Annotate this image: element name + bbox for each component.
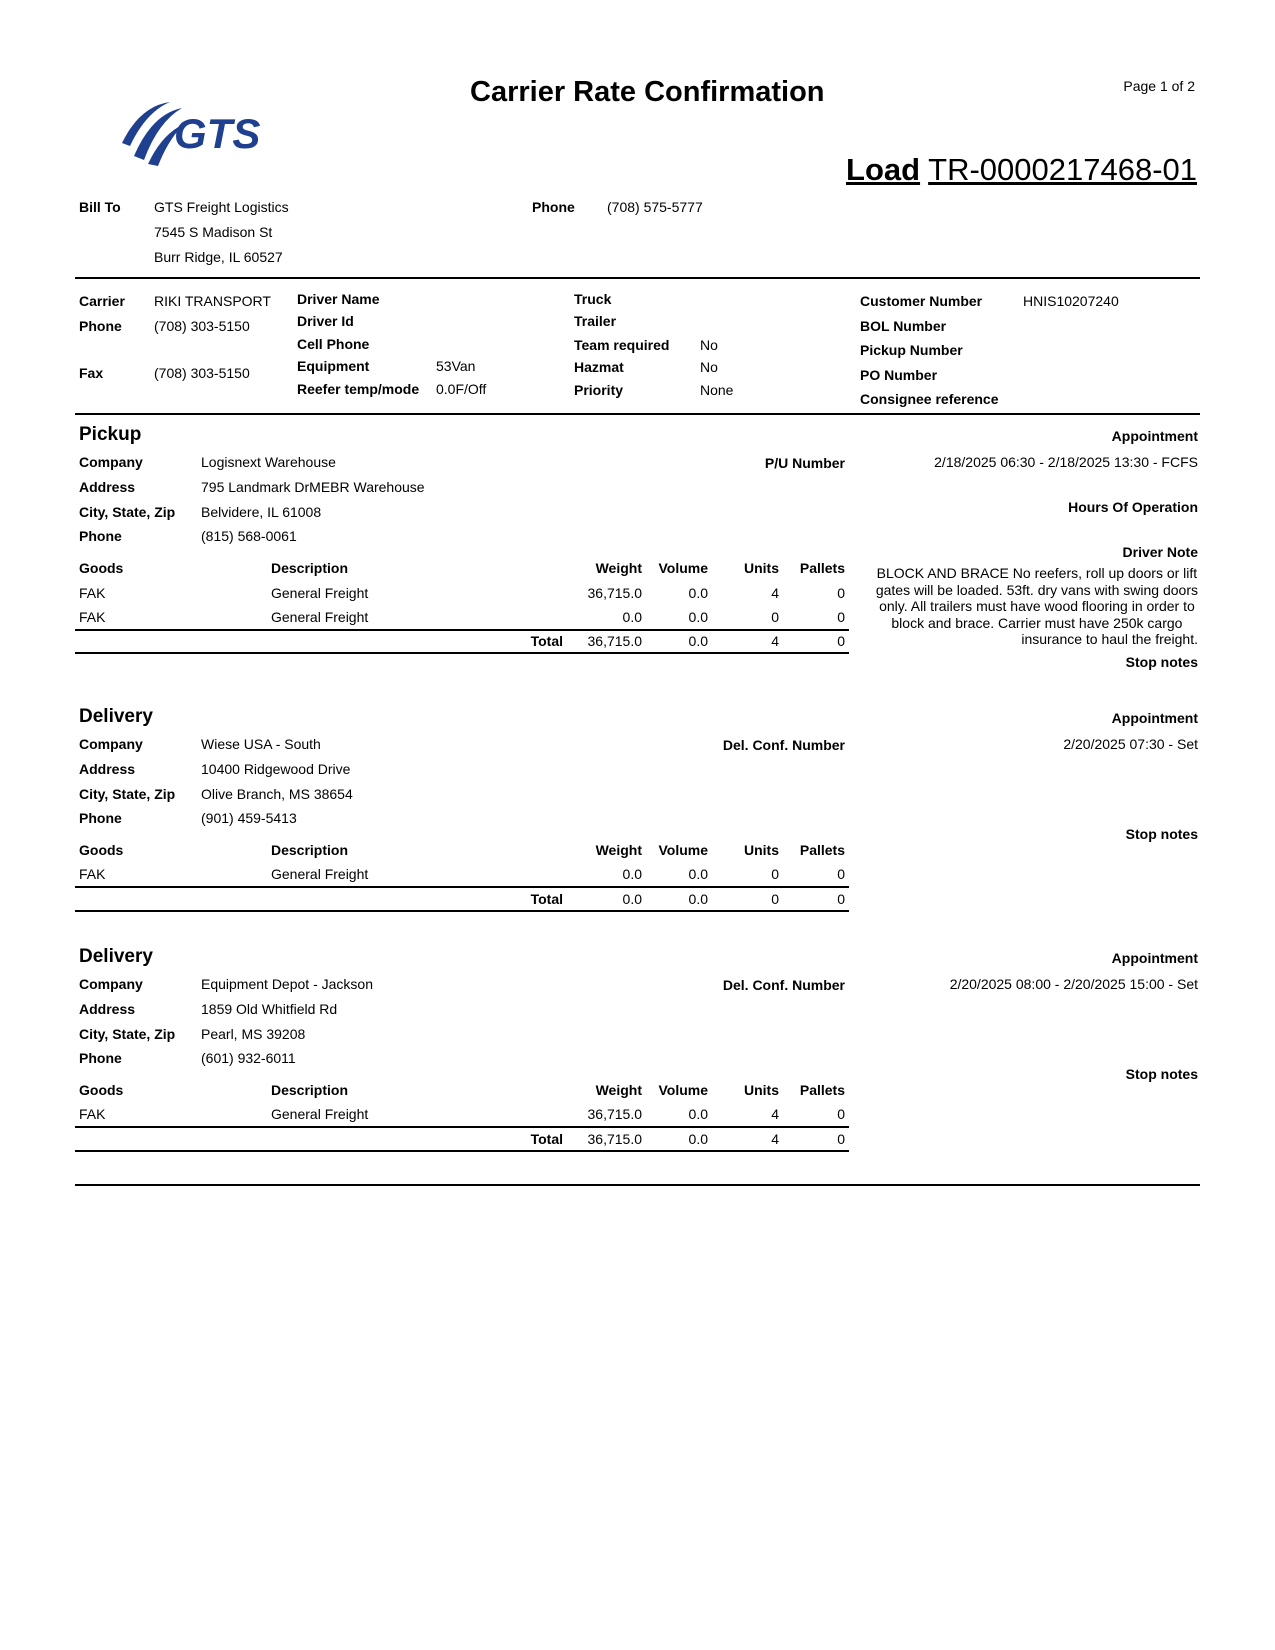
appointment-label: Appointment	[1111, 710, 1198, 726]
total-label: Total	[530, 633, 563, 649]
weight-header: Weight	[595, 560, 642, 576]
phone-label: Phone	[79, 810, 122, 826]
del-conf-number-label: Del. Conf. Number	[722, 977, 845, 993]
stop-notes-label: Stop notes	[1125, 1066, 1198, 1082]
volume-header: Volume	[658, 560, 708, 576]
driver-note-line: gates will be loaded. 53ft. dry vans with swing doors	[875, 581, 1198, 598]
carrier-fax: (708) 303-5150	[154, 365, 250, 381]
total-label: Total	[530, 1131, 563, 1147]
delivery-phone: (901) 459-5413	[201, 810, 297, 826]
carrier-label: Carrier	[79, 293, 125, 309]
customer-number-label: Customer Number	[860, 293, 983, 309]
table-divider	[75, 886, 849, 888]
pallets-cell: 0	[837, 585, 845, 601]
total-pallets: 0	[837, 891, 845, 907]
delivery-appointment: 2/20/2025 07:30 - Set	[1063, 736, 1198, 752]
company-label: Company	[79, 454, 143, 470]
driver-note-line: only. All trailers must have wood flooring in order to	[879, 598, 1195, 614]
appointment-label: Appointment	[1111, 428, 1198, 444]
weight-cell: 0.0	[622, 609, 642, 625]
load-number: TR-0000217468-01	[928, 152, 1197, 187]
total-volume: 0.0	[688, 891, 708, 907]
bill-to-address1: 7545 S Madison St	[154, 224, 273, 240]
del-conf-number-label: Del. Conf. Number	[722, 737, 845, 753]
page-indicator: Page 1 of 2	[1123, 78, 1195, 94]
weight-cell: 0.0	[622, 866, 642, 882]
total-units: 0	[771, 891, 779, 907]
total-weight: 36,715.0	[587, 633, 642, 649]
table-divider	[75, 1150, 849, 1152]
total-units: 4	[771, 633, 779, 649]
delivery-appointment: 2/20/2025 08:00 - 2/20/2025 15:00 - Set	[949, 976, 1198, 992]
divider	[75, 1184, 1200, 1186]
description-cell: General Freight	[271, 585, 369, 601]
goods-header: Goods	[79, 842, 124, 858]
volume-header: Volume	[658, 842, 708, 858]
truck-label: Truck	[574, 291, 612, 307]
units-header: Units	[744, 1082, 779, 1098]
units-header: Units	[744, 560, 779, 576]
po-number-label: PO Number	[860, 367, 938, 383]
pallets-cell: 0	[837, 609, 845, 625]
carrier-phone: (708) 303-5150	[154, 318, 250, 334]
address-label: Address	[79, 479, 136, 495]
total-weight: 0.0	[622, 891, 642, 907]
city-label: City, State, Zip	[79, 1026, 176, 1042]
hours-of-operation-label: Hours Of Operation	[1068, 499, 1198, 515]
pickup-phone: (815) 568-0061	[201, 528, 297, 544]
address-label: Address	[79, 761, 136, 777]
pallets-header: Pallets	[799, 1082, 845, 1098]
document-title: Carrier Rate Confirmation	[470, 76, 825, 108]
bill-to-name: GTS Freight Logistics	[154, 199, 289, 215]
description-header: Description	[271, 560, 349, 576]
total-weight: 36,715.0	[587, 1131, 642, 1147]
hazmat-label: Hazmat	[574, 359, 624, 375]
bill-to-phone-label: Phone	[532, 199, 575, 215]
weight-cell: 36,715.0	[587, 1106, 642, 1122]
company-label: Company	[79, 976, 143, 992]
total-label: Total	[530, 891, 563, 907]
company-label: Company	[79, 736, 143, 752]
divider	[75, 277, 1200, 279]
pickup-section-title: Pickup	[79, 424, 142, 445]
weight-cell: 36,715.0	[587, 585, 642, 601]
delivery-section-title: Delivery	[79, 706, 153, 727]
appointment-label: Appointment	[1111, 950, 1198, 966]
hazmat-value: No	[700, 359, 718, 375]
bol-number-label: BOL Number	[860, 318, 947, 334]
customer-number-value: HNIS10207240	[1023, 293, 1119, 309]
pickup-city: Belvidere, IL 61008	[201, 504, 322, 520]
description-cell: General Freight	[271, 1106, 369, 1122]
carrier-name: RIKI TRANSPORT	[154, 293, 271, 309]
consignee-reference-label: Consignee reference	[860, 391, 999, 407]
pickup-company: Logisnext Warehouse	[201, 454, 336, 470]
logo-text: GTS	[174, 110, 261, 157]
pallets-cell: 0	[837, 1106, 845, 1122]
table-divider	[75, 910, 849, 912]
driver-note-line: block and brace. Carrier must have 250k cargo	[891, 614, 1183, 631]
bill-to-address2: Burr Ridge, IL 60527	[154, 249, 283, 265]
driver-note-label: Driver Note	[1122, 544, 1198, 560]
total-pallets: 0	[837, 633, 845, 649]
priority-label: Priority	[574, 382, 624, 398]
description-header: Description	[271, 842, 349, 858]
volume-cell: 0.0	[688, 1106, 708, 1122]
stop-notes-label: Stop notes	[1125, 654, 1198, 670]
total-volume: 0.0	[688, 633, 708, 649]
volume-cell: 0.0	[688, 609, 708, 625]
address-label: Address	[79, 1001, 136, 1017]
units-header: Units	[744, 842, 779, 858]
total-volume: 0.0	[688, 1131, 708, 1147]
delivery-address: 10400 Ridgewood Drive	[201, 761, 351, 777]
units-cell: 4	[771, 1106, 779, 1122]
reefer-label: Reefer temp/mode	[297, 381, 420, 397]
bill-to-phone: (708) 575-5777	[607, 199, 703, 215]
volume-header: Volume	[658, 1082, 708, 1098]
table-divider	[75, 1126, 849, 1128]
total-units: 4	[771, 1131, 779, 1147]
delivery-company: Equipment Depot - Jackson	[201, 976, 373, 992]
units-cell: 0	[771, 609, 779, 625]
bill-to-label: Bill To	[79, 199, 121, 215]
driver-note-line: BLOCK AND BRACE No reefers, roll up doors or lift	[876, 565, 1198, 581]
driver-name-label: Driver Name	[297, 291, 380, 307]
equipment-value: 53Van	[436, 358, 476, 374]
description-cell: General Freight	[271, 609, 369, 625]
pallets-header: Pallets	[799, 560, 845, 576]
weight-header: Weight	[595, 1082, 642, 1098]
total-pallets: 0	[837, 1131, 845, 1147]
driver-note	[876, 565, 1198, 648]
company-logo	[112, 98, 272, 168]
reefer-value: 0.0F/Off	[436, 381, 487, 397]
equipment-label: Equipment	[297, 358, 370, 374]
goods-cell: FAK	[79, 866, 106, 882]
trailer-label: Trailer	[574, 313, 617, 329]
pallets-cell: 0	[837, 866, 845, 882]
pallets-header: Pallets	[799, 842, 845, 858]
team-required-label: Team required	[574, 337, 670, 353]
pickup-address: 795 Landmark DrMEBR Warehouse	[201, 479, 425, 495]
table-divider	[75, 652, 849, 654]
stop-notes-label: Stop notes	[1125, 826, 1198, 842]
table-divider	[75, 629, 849, 631]
city-label: City, State, Zip	[79, 786, 176, 802]
description-cell: General Freight	[271, 866, 369, 882]
phone-label: Phone	[79, 528, 122, 544]
priority-value: None	[700, 382, 734, 398]
cell-phone-label: Cell Phone	[297, 336, 370, 352]
team-required-value: No	[700, 337, 718, 353]
driver-id-label: Driver Id	[297, 313, 354, 329]
load-heading	[846, 152, 1197, 188]
goods-header: Goods	[79, 1082, 124, 1098]
goods-cell: FAK	[79, 609, 106, 625]
driver-note-line: insurance to haul the freight.	[1021, 631, 1198, 647]
delivery-phone: (601) 932-6011	[201, 1050, 296, 1066]
goods-cell: FAK	[79, 1106, 106, 1122]
pickup-appointment: 2/18/2025 06:30 - 2/18/2025 13:30 - FCFS	[934, 454, 1198, 470]
delivery-address: 1859 Old Whitfield Rd	[201, 1001, 338, 1017]
units-cell: 0	[771, 866, 779, 882]
description-header: Description	[271, 1082, 349, 1098]
carrier-fax-label: Fax	[79, 365, 104, 381]
weight-header: Weight	[595, 842, 642, 858]
volume-cell: 0.0	[688, 866, 708, 882]
delivery-company: Wiese USA - South	[201, 736, 321, 752]
volume-cell: 0.0	[688, 585, 708, 601]
load-label: Load	[846, 152, 921, 187]
goods-cell: FAK	[79, 585, 106, 601]
divider	[75, 413, 1200, 415]
delivery-section-title: Delivery	[79, 946, 153, 967]
carrier-phone-label: Phone	[79, 318, 122, 334]
delivery-city: Olive Branch, MS 38654	[201, 786, 353, 802]
phone-label: Phone	[79, 1050, 122, 1066]
goods-header: Goods	[79, 560, 124, 576]
pickup-number-label: Pickup Number	[860, 342, 963, 358]
gts-logo-icon	[112, 98, 272, 168]
delivery-city: Pearl, MS 39208	[201, 1026, 306, 1042]
city-label: City, State, Zip	[79, 504, 176, 520]
units-cell: 4	[771, 585, 779, 601]
pu-number-label: P/U Number	[764, 455, 845, 471]
